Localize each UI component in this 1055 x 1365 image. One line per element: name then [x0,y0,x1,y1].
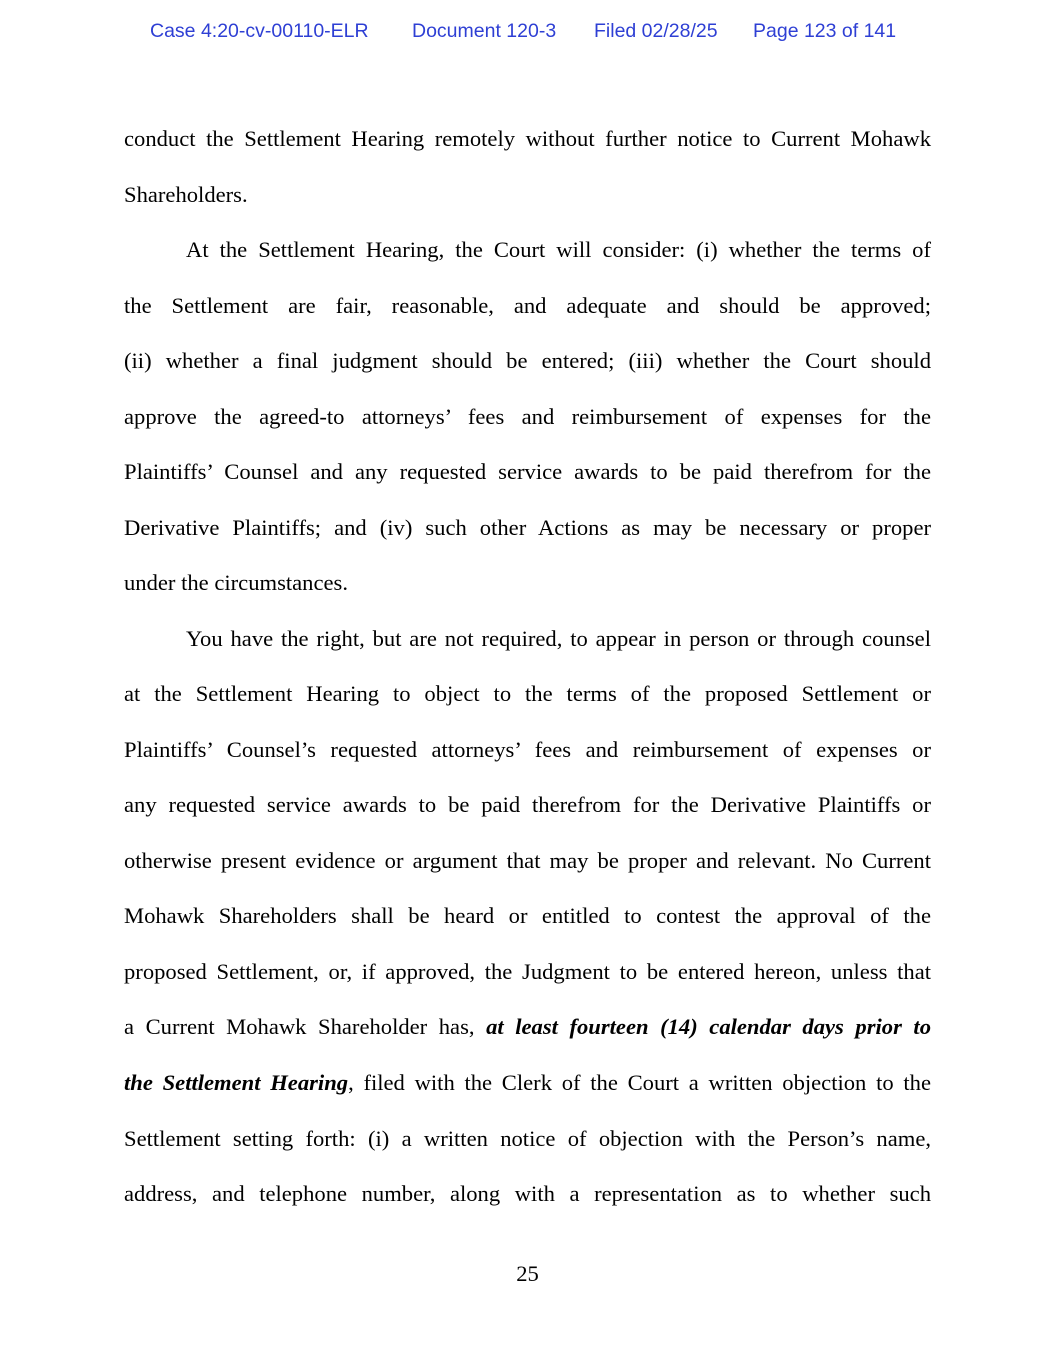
text-segment: proposed Settlement, or, if approved, the Judgment to be entered hereon, unless that [124,958,931,984]
text-segment: otherwise present evidence or argument that may be proper and relevant. No Current [124,847,931,873]
text-line [124,791,931,819]
text-line [124,680,931,708]
text-segment: conduct the Settlement Hearing remotely without further notice to Current Mohawk [124,126,931,151]
text-line [124,181,931,209]
text-segment: Shareholders. [124,181,248,207]
text-line [124,1180,931,1208]
text-segment: at the Settlement Hearing to object to the terms of the proposed Settlement or [124,681,931,707]
text-line [124,958,931,986]
text-segment: any requested service awards to be paid therefrom for the Derivative Plaintiffs or [124,792,931,818]
text-line [124,458,931,486]
text-segment: (ii) whether a final judgment should be entered; (iii) whether the Court should [124,348,931,374]
text-line [124,736,931,764]
text-segment: the Settlement are fair, reasonable, and adequate and should be approved; [124,292,931,318]
text-line [124,347,931,375]
text-segment: , filed with the Clerk of the Court a written objection to the [348,1070,931,1095]
emphasized-text: at least fourteen (14) calendar days prior to [486,1014,931,1040]
emphasized-text: the Settlement Hearing [124,1070,349,1095]
text-line [186,236,931,264]
text-segment: You have the right, but are not required, to appear in person or through counsel [186,625,931,651]
text-segment: At the Settlement Hearing, the Court will consider: (i) whether the terms of [186,237,931,263]
text-segment: Derivative Plaintiffs; and (iv) such other Actions as may be necessary or proper [124,514,931,540]
text-segment: Settlement setting forth: (i) a written notice of objection with the Person’s name, [124,1125,931,1151]
text-line [124,1013,931,1041]
text-segment: Plaintiffs’ Counsel’s requested attorneys’ fees and reimbursement of expenses or [124,736,931,762]
text-line [186,625,931,653]
text-line [124,569,931,597]
text-segment: under the circumstances. [124,570,348,596]
filed-date: Filed 02/28/25 [594,20,718,42]
text-line [124,514,931,542]
text-line [124,403,931,431]
text-line [124,847,931,875]
text-line [124,1125,931,1153]
page-number: 25 [516,1261,539,1286]
text-segment: approve the agreed-to attorneys’ fees and reimbursement of expenses for the [124,403,931,429]
text-line [124,902,931,930]
text-line [124,292,931,320]
text-line [124,125,931,153]
page-indicator: Page 123 of 141 [753,20,897,42]
case-number: Case 4:20-cv-00110-ELR [150,20,369,42]
document-number: Document 120-3 [412,20,557,42]
text-segment: address, and telephone number, along with a representation as to whether such [124,1181,931,1207]
text-segment: a Current Mohawk Shareholder has, [124,1014,487,1040]
text-segment: Plaintiffs’ Counsel and any requested service awards to be paid therefrom for the [124,459,931,485]
text-segment: Mohawk Shareholders shall be heard or entitled to contest the approval of the [124,903,931,929]
text-line [124,1069,931,1097]
